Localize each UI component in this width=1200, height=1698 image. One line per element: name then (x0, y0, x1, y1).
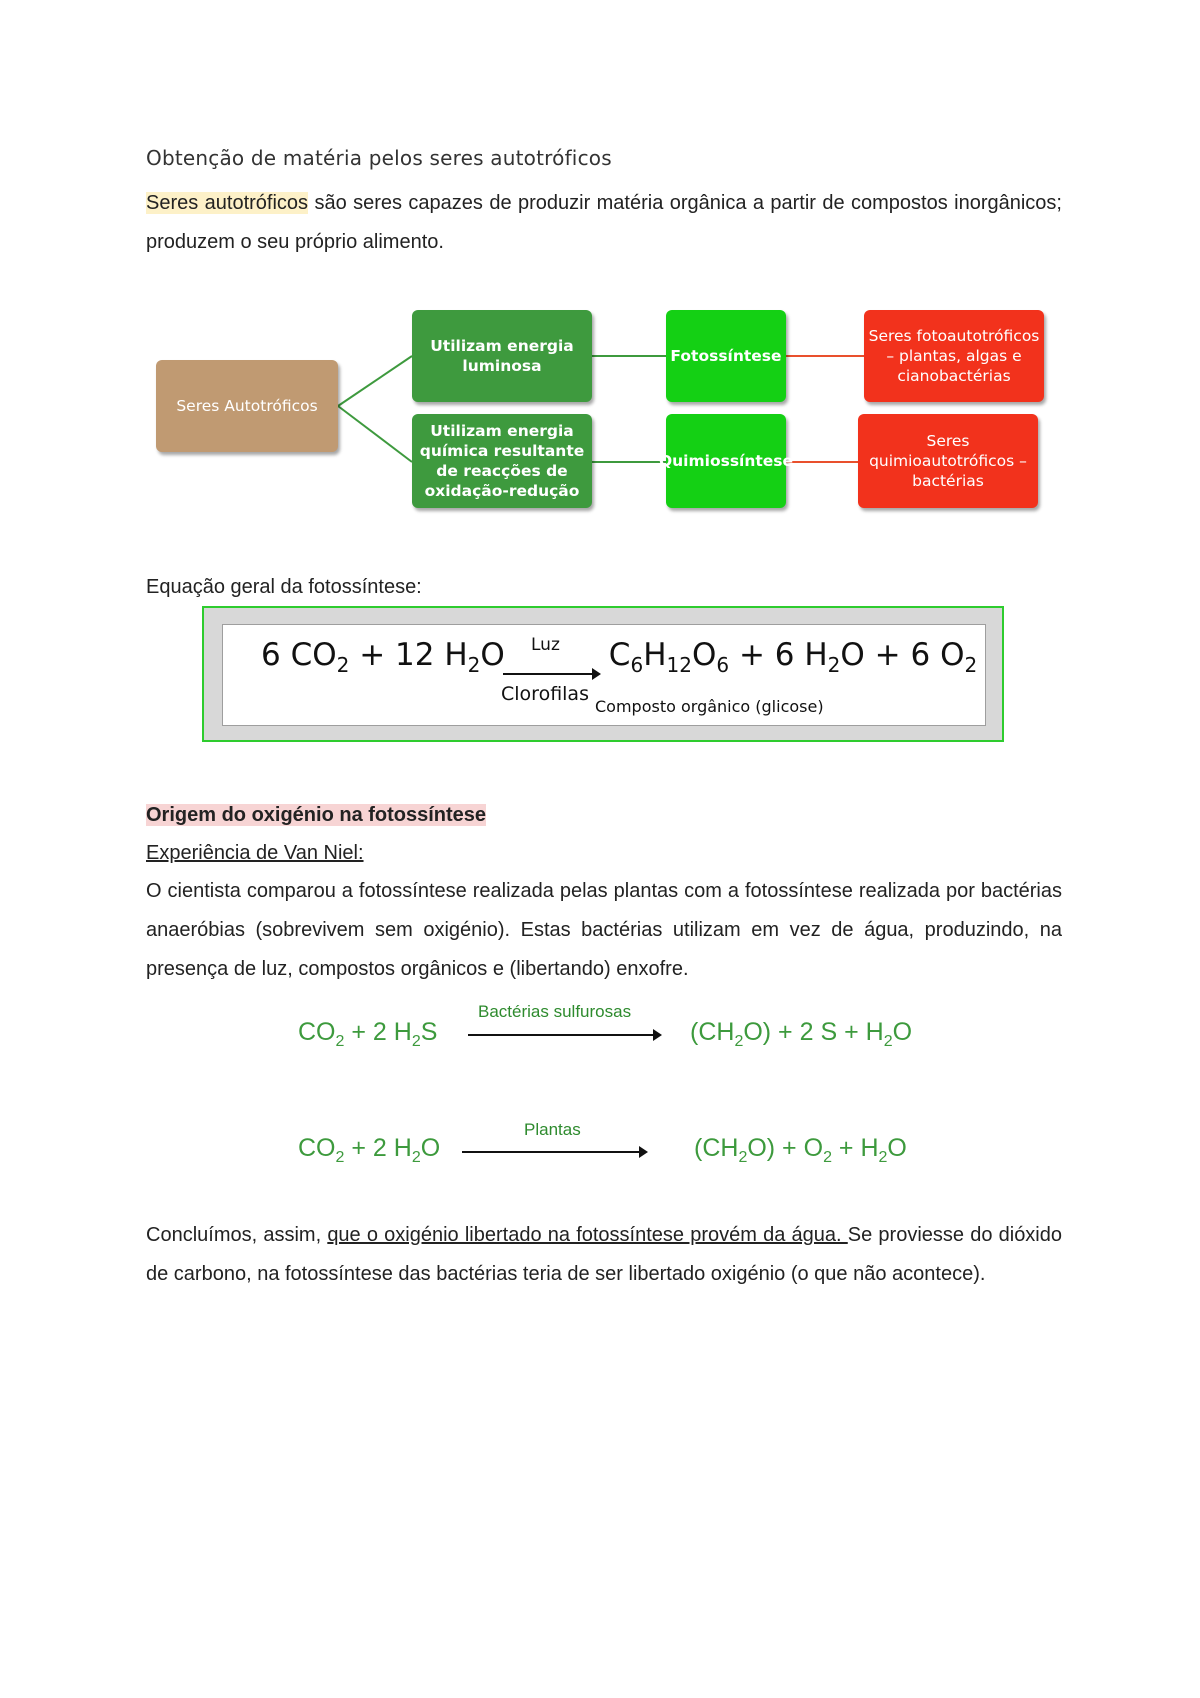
chlorophyll-label: Clorofilas (501, 683, 589, 705)
reaction-1-reactants: $CO_2 + 2$ $H_2S$ (298, 1018, 438, 1050)
highlighted-term: Seres autotróficos (146, 192, 309, 214)
light-energy-node: Utilizam energia luminosa (412, 310, 592, 402)
van-niel-paragraph: O cientista comparou a fotossíntese realizada pelas plantas com a fotossíntese realizada por bactérias anaeróbias (sobrevivem sem oxigénio). Estas bactérias utilizam em vez de água, produzindo, na presença de luz, compostos orgânicos e (libertando) enxofre. (146, 880, 1062, 980)
origin-heading-line (146, 796, 1062, 835)
root-node: Seres Autotróficos (156, 360, 338, 452)
intro-text: são seres capazes de produzir matéria orgânica a partir de compostos inorgânicos; produzem o seu próprio alimento. (146, 192, 1062, 253)
chemosynthesis-node: Quimiossíntese (666, 414, 786, 508)
van-niel-subheading: Experiência de Van Niel: (146, 842, 364, 864)
conclusion-intro: Concluímos, assim, (146, 1224, 328, 1246)
reaction-2-condition: Plantas (524, 1120, 581, 1139)
section-heading: Origem do oxigénio na fotossíntese (146, 804, 487, 826)
equation-panel (222, 624, 986, 726)
photoautotroph-node: Seres fotoautotróficos – plantas, algas e cianobactérias (864, 310, 1044, 402)
reaction-1-arrow (468, 1034, 660, 1036)
reaction-arrow (503, 673, 599, 675)
reaction-2-products: $(CH_2O) + O_2 + H_2O$ (694, 1134, 907, 1166)
reaction-1-products: $(CH_2O) + 2$ $S + H_2O$ (690, 1018, 913, 1050)
conclusion-rest: Se proviesse do dióxido de carbono, na fotossíntese das bactérias teria de ser libertado oxigénio (o que não acontece). (146, 1224, 1063, 1285)
chemical-energy-node: Utilizam energia química resultante de reacções de oxidação-redução (412, 414, 592, 508)
photosynthesis-equation: 6 $CO_2 + 12$ $H_2O$ $C_6H_{12}O_6 + 6$ $H_2O + 6$ $O_2$ (261, 637, 978, 678)
chemoautotroph-node: Seres quimioautotróficos – bactérias (858, 414, 1038, 508)
conclusion-key-statement: que o oxigénio libertado na fotossíntese provém da água. (327, 1224, 848, 1246)
light-label: Luz (531, 635, 560, 655)
reaction-2-reactants: $CO_2 + 2$ $H_2O$ (298, 1134, 441, 1166)
equation-heading: Equação geral da fotossíntese: (146, 576, 422, 598)
reaction-2-arrow (462, 1151, 646, 1153)
compound-note: Composto orgânico (glicose) (595, 697, 824, 716)
equation-frame (202, 606, 1004, 742)
conclusion-paragraph (146, 1216, 1062, 1294)
photosynthesis-node: Fotossíntese (666, 310, 786, 402)
intro-paragraph (146, 184, 1062, 262)
reaction-1-condition: Bactérias sulfurosas (478, 1002, 632, 1021)
page-title: Obtenção de matéria pelos seres autotróficos (146, 146, 612, 170)
autotroph-diagram (150, 300, 1050, 520)
